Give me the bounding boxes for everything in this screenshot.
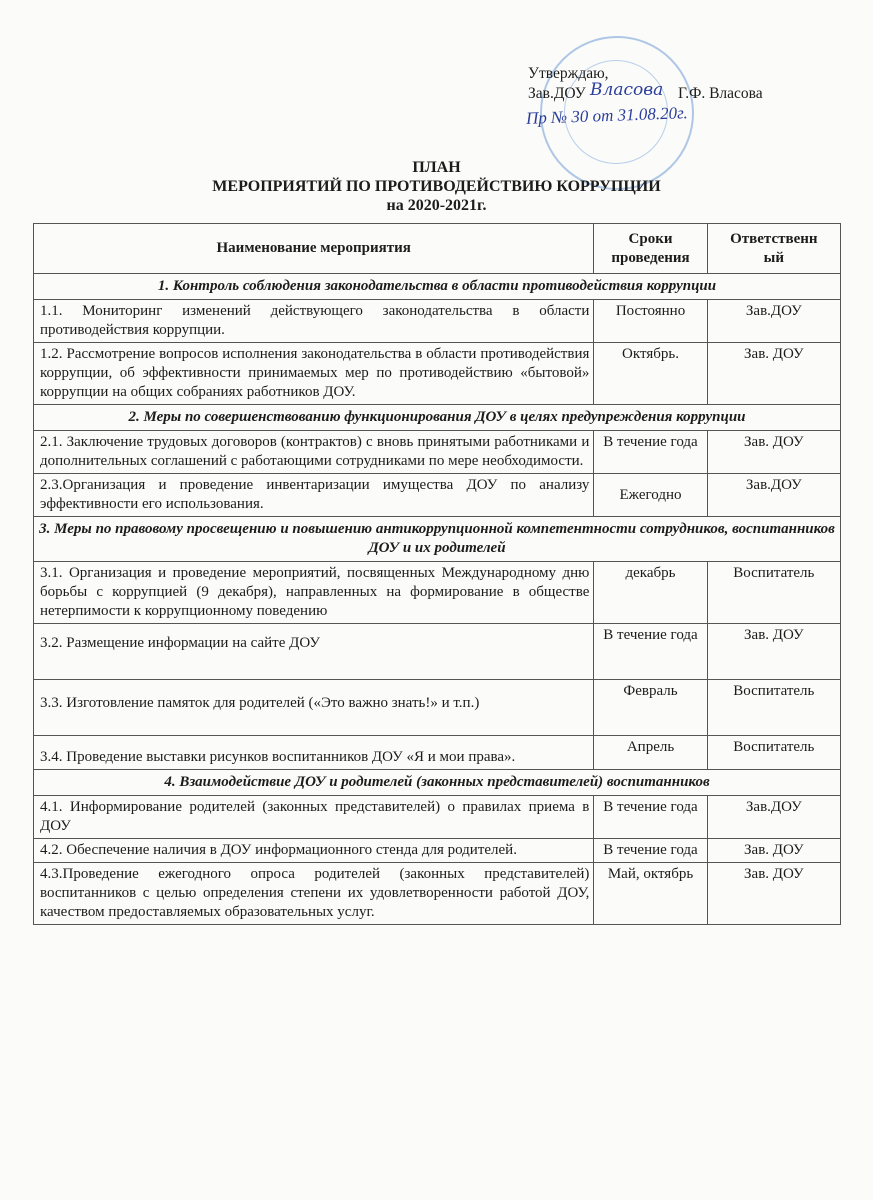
activity-when: Октябрь.	[594, 343, 707, 405]
approval-label: Утверждаю,	[528, 65, 609, 82]
activity-when: Февраль	[594, 680, 707, 736]
activity-responsible: Зав. ДОУ	[707, 343, 840, 405]
activity-when: В течение года	[594, 796, 707, 839]
activity-responsible: Воспитатель	[707, 736, 840, 770]
activity-name: 3.3. Изготовление памяток для родителей («Это важно знать!» и т.п.)	[34, 680, 594, 736]
table-row	[34, 300, 841, 343]
title-line-2: МЕРОПРИЯТИЙ ПО ПРОТИВОДЕЙСТВИЮ КОРРУПЦИИ	[212, 178, 661, 195]
table-row	[34, 343, 841, 405]
signature: Власова	[590, 80, 664, 100]
activity-when: В течение года	[594, 431, 707, 474]
activity-name: 1.2. Рассмотрение вопросов исполнения законодательства в области противодействия коррупции, об эффективности принимаемых мер по противодействию «бытовой» коррупции на общих собраниях работников ДОУ.	[34, 343, 594, 405]
activity-responsible: Зав. ДОУ	[707, 863, 840, 925]
section-header: 2. Меры по совершенствованию функционирования ДОУ в целях предупреждения коррупции	[34, 405, 841, 431]
activity-name: 4.1. Информирование родителей (законных представителей) о правилах приема в ДОУ	[34, 796, 594, 839]
activity-responsible: Зав. ДОУ	[707, 431, 840, 474]
section-header: 4. Взаимодействие ДОУ и родителей (законных представителей) воспитанников	[34, 770, 841, 796]
activity-responsible: Зав.ДОУ	[707, 474, 840, 517]
activity-responsible: Воспитатель	[707, 562, 840, 624]
activity-name: 1.1. Мониторинг изменений действующего законодательства в области противодействия коррупции.	[34, 300, 594, 343]
activity-name: 4.3.Проведение ежегодного опроса родителей (законных представителей) воспитанников с целью определения степени их удовлетворенности работой ДОУ, качеством предоставляемых образовательных услуг.	[34, 863, 594, 925]
table-row	[34, 680, 841, 736]
table-row	[34, 474, 841, 517]
title-line-1: ПЛАН	[412, 159, 461, 176]
document-title	[0, 158, 873, 215]
table-row	[34, 839, 841, 863]
activity-when: Ежегодно	[594, 474, 707, 517]
section-header: 3. Меры по правовому просвещению и повышению антикоррупционной компетентности сотрудников, воспитанников ДОУ и их родителей	[34, 517, 841, 562]
title-line-3: на 2020-2021г.	[386, 197, 487, 214]
approver-name: Г.Ф. Власова	[678, 85, 763, 102]
activity-responsible: Зав.ДОУ	[707, 300, 840, 343]
activity-name: 4.2. Обеспечение наличия в ДОУ информационного стенда для родителей.	[34, 839, 594, 863]
header-name: Наименование мероприятия	[34, 224, 594, 274]
activity-responsible: Зав.ДОУ	[707, 796, 840, 839]
section-header: 1. Контроль соблюдения законодательства в области противодействия коррупции	[34, 274, 841, 300]
table-row	[34, 431, 841, 474]
table-row	[34, 736, 841, 770]
activity-when: Постоянно	[594, 300, 707, 343]
activity-name: 2.1. Заключение трудовых договоров (контрактов) с вновь принятыми работниками и дополнительных соглашений с работающими сотрудниками по мере необходимости.	[34, 431, 594, 474]
activity-when: Апрель	[594, 736, 707, 770]
activity-when: декабрь	[594, 562, 707, 624]
header-responsible: Ответственн ый	[707, 224, 840, 274]
activity-when: В течение года	[594, 839, 707, 863]
plan-table	[33, 223, 841, 925]
approval-block	[525, 64, 763, 128]
activity-name: 3.1. Организация и проведение мероприятий, посвященных Международному дню борьбы с коррупцией (9 декабря), направленных на формирование в обществе нетерпимости к коррупционному поведению	[34, 562, 594, 624]
activity-responsible: Воспитатель	[707, 680, 840, 736]
activity-responsible: Зав. ДОУ	[707, 839, 840, 863]
table-row	[34, 624, 841, 680]
activity-responsible: Зав. ДОУ	[707, 624, 840, 680]
activity-name: 3.4. Проведение выставки рисунков воспитанников ДОУ «Я и мои права».	[34, 736, 594, 770]
table-row	[34, 796, 841, 839]
activity-when: В течение года	[594, 624, 707, 680]
table-row	[34, 562, 841, 624]
activity-when: Май, октябрь	[594, 863, 707, 925]
activity-name: 2.3.Организация и проведение инвентаризации имущества ДОУ по анализу эффективности его использования.	[34, 474, 594, 517]
order-reference: Пр № 30 от 31.08.20г.	[525, 103, 689, 128]
table-header-row	[34, 224, 841, 274]
header-when: Сроки проведения	[594, 224, 707, 274]
table-row	[34, 863, 841, 925]
approval-position: Зав.ДОУ	[528, 85, 586, 102]
activity-name: 3.2. Размещение информации на сайте ДОУ	[34, 624, 594, 680]
